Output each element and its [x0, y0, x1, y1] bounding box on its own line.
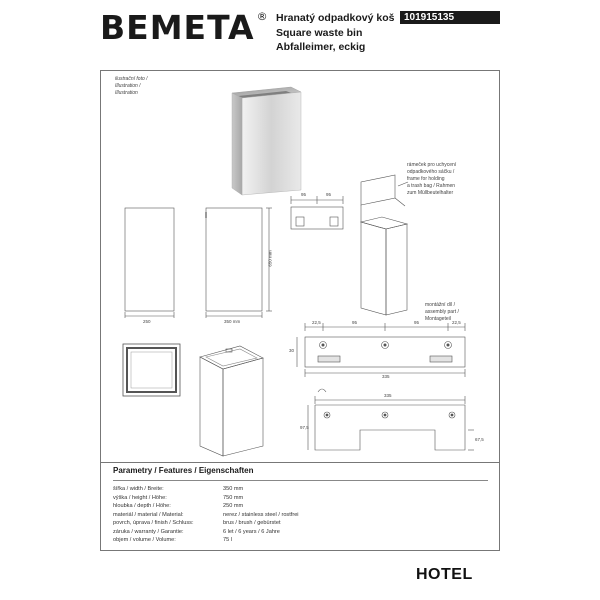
top-view: [123, 344, 180, 396]
param-value: nerez / stainless steel / rostfrei: [223, 511, 299, 518]
param-value: 750 mm: [223, 494, 244, 501]
dim-95-a: 95: [301, 192, 307, 197]
param-row: [113, 494, 299, 503]
bin-isometric: [200, 346, 263, 456]
dim-asm-total: 335: [382, 374, 390, 379]
frame-note: rámeček pro uchycení odpadkového sáčku / frame for holding a trash bag / Rahmen zum Müllbeutelhalter: [407, 162, 457, 196]
bin-photo: [232, 87, 301, 195]
dim-asm-b: 95: [352, 320, 358, 325]
dim-asm-d: 22,5: [452, 320, 461, 325]
dim-asm2-side: 67,5: [475, 437, 484, 442]
assembly-note: montážní díl / assembly part / Montageteil: [425, 302, 459, 322]
param-value: 6 let / 6 years / 6 Jahre: [223, 528, 280, 535]
title-cz: Hranatý odpadkový koš: [276, 12, 395, 24]
param-label: výška / height / Höhe:: [113, 494, 167, 501]
dim-95-b: 95: [326, 192, 332, 197]
title-de: Abfalleimer, eckig: [276, 41, 366, 53]
param-row: [113, 485, 299, 494]
dim-asm-a: 22,5: [312, 320, 321, 325]
side-elevation: [206, 208, 272, 318]
dim-width-350: 350 mm: [224, 319, 241, 324]
illustration-note: ilustrační foto / Illustration / Illustration: [115, 76, 148, 96]
params-title: Parametry / Features / Eigenschaften: [113, 466, 254, 475]
param-label: hloubka / depth / Höhe:: [113, 503, 171, 509]
param-label: povrch, úprava / finish / Schluss:: [113, 520, 194, 526]
param-value: 75 l: [223, 537, 233, 543]
bin-isometric-frame: [361, 175, 408, 315]
param-label: záruka / warranty / Garantie:: [113, 528, 184, 535]
param-value: 350 mm: [223, 486, 244, 492]
param-value: 250 mm: [223, 503, 244, 509]
param-row: [113, 511, 299, 520]
frame-detail: [291, 196, 343, 229]
brand-registered-mark: ®: [256, 10, 269, 23]
param-label: materiál / material / Material:: [113, 511, 184, 518]
dim-asm2-h: 97,5: [300, 425, 309, 430]
param-value: brus / brush / gebürstet: [223, 520, 281, 526]
dim-asm-h: 30: [289, 348, 295, 353]
param-row: [113, 536, 299, 545]
param-row: [113, 528, 299, 537]
dim-width-250: 250: [143, 319, 151, 324]
front-elevation: [125, 208, 174, 318]
param-label: šířka / width / Breite:: [113, 486, 164, 492]
params-divider: [113, 480, 488, 481]
brand-name: BEMETA: [100, 8, 255, 47]
assembly-front: [297, 323, 465, 377]
param-label: objem / volume / Volume:: [113, 537, 176, 543]
title-en: Square waste bin: [276, 26, 363, 39]
dim-height-650: 650 mm: [267, 250, 273, 267]
dim-asm2-top: 335: [384, 393, 392, 398]
param-row: [113, 519, 299, 528]
product-code: 101915135: [400, 11, 500, 24]
params-table: [113, 485, 299, 545]
assembly-isometric: [308, 389, 474, 450]
param-row: [113, 502, 299, 511]
dim-asm-c: 95: [414, 320, 420, 325]
segment-label: HOTEL: [416, 566, 473, 583]
